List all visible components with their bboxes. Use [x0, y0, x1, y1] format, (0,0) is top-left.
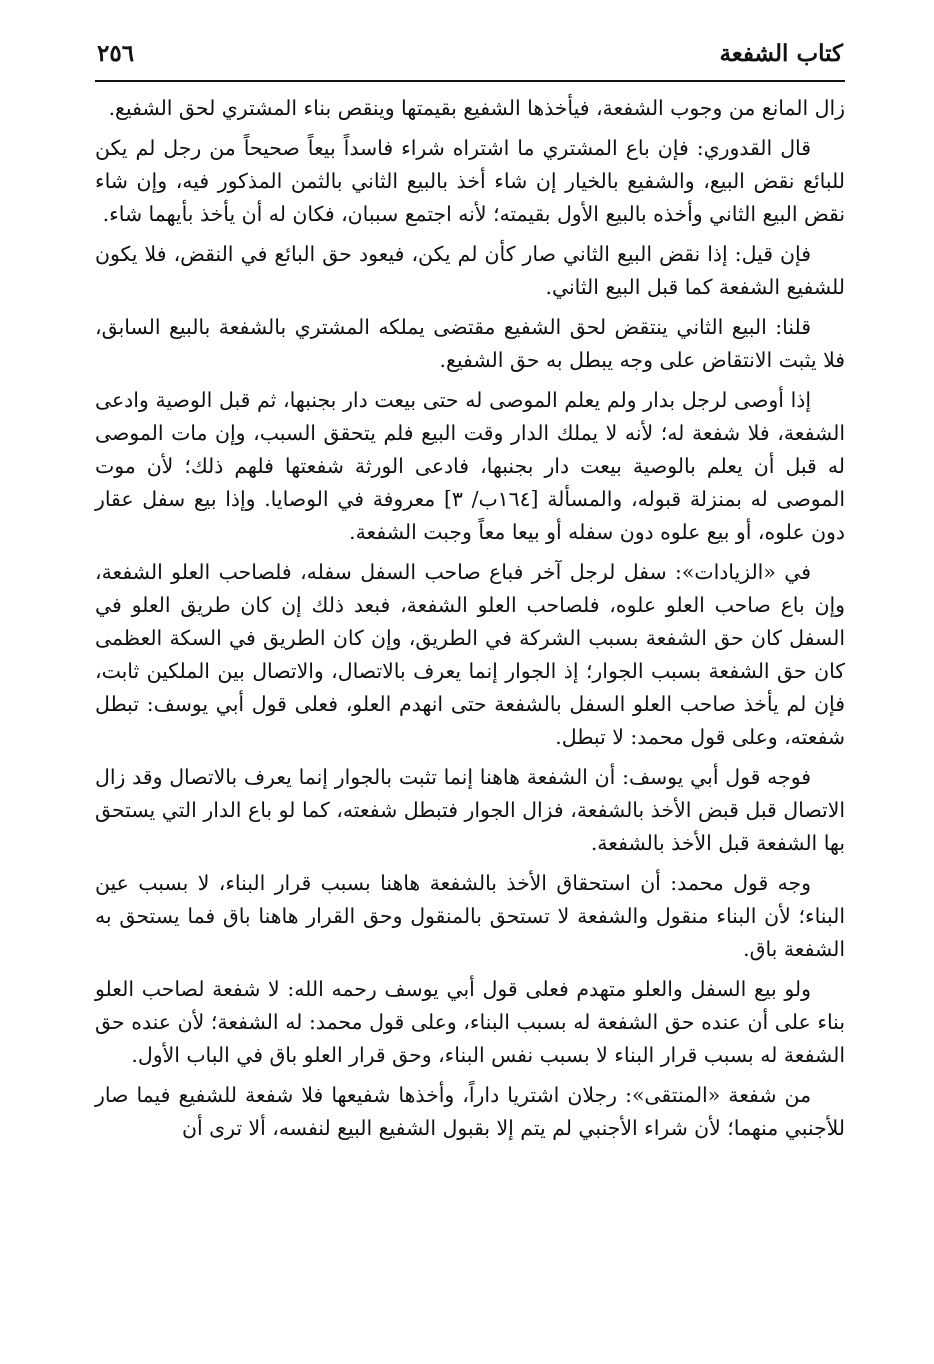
paragraph: فوجه قول أبي يوسف: أن الشفعة هاهنا إنما تثبت بالجوار إنما يعرف بالاتصال وقد زال الاتصال قبل قبض الأخذ بالشفعة، فزال الجوار فتبطل شفعته، كما لو باع الدار التي يستحق بها الشفعة قبل الأخذ بالشفعة. — [95, 765, 845, 855]
page-header — [95, 36, 845, 82]
page-body — [95, 92, 845, 1152]
chapter-title: كتاب الشفعة — [719, 40, 843, 67]
page-number: ٢٥٦ — [97, 40, 135, 67]
paragraph: قال القدوري: فإن باع المشتري ما اشتراه شراء فاسداً بيعاً صحيحاً من رجل لم يكن للبائع نقض البيع، والشفيع بالخيار إن شاء أخذ بالبيع الثاني بالثمن المذكور فيه، وإن شاء نقض البيع الثاني وأخذه بالبيع الأول بقيمته؛ لأنه اجتمع سببان، فكان له أن يأخذ بأيهما شاء. — [95, 136, 845, 226]
paragraph: ولو بيع السفل والعلو متهدم فعلى قول أبي يوسف رحمه الله: لا شفعة لصاحب العلو بناء على أن عنده حق الشفعة له بسبب البناء، وعلى قول محمد: له الشفعة؛ لأن عنده حق الشفعة له بسبب قرار البناء لا بسبب نفس البناء، وحق قرار العلو باق في الباب الأول. — [95, 977, 845, 1067]
paragraph: زال المانع من وجوب الشفعة، فيأخذها الشفيع بقيمتها وينقص بناء المشتري لحق الشفيع. — [108, 96, 845, 120]
paragraph: من شفعة «المنتقى»: رجلان اشتريا داراً، وأخذها شفيعها فلا شفعة للشفيع فيما صار للأجنبي منهما؛ لأن شراء الأجنبي لم يتم إلا بقبول الشفيع البيع لنفسه، ألا ترى أن — [95, 1083, 845, 1140]
paragraph: إذا أوصى لرجل بدار ولم يعلم الموصى له حتى بيعت دار بجنبها، ثم قبل الوصية وادعى الشفعة، فلا شفعة له؛ لأنه لا يملك الدار وقت البيع فلم يتحقق السبب، وإن مات الموصى له قبل أن يعلم بالوصية بيعت دار بجنبها، فادعى الورثة شفعتها فلهم ذلك؛ لأن موت الموصى له بمنزلة قبوله، والمسألة [١٦٤ب/ ٣] معروفة في الوصايا. وإذا بيع سفل عقار دون علوه، أو بيع علوه دون سفله أو بيعا معاً وجبت الشفعة. — [95, 388, 845, 544]
paragraph: قلنا: البيع الثاني ينتقض لحق الشفيع مقتضى يملكه المشتري بالشفعة بالبيع السابق، فلا يثبت الانتقاض على وجه يبطل به حق الشفيع. — [95, 315, 845, 372]
paragraph: في «الزيادات»: سفل لرجل آخر فباع صاحب السفل سفله، فلصاحب العلو الشفعة، وإن باع صاحب العلو علوه، فلصاحب العلو الشفعة، فبعد ذلك إن كان طريق العلو في السفل كان حق الشفعة بسبب الشركة في الطريق، وإن كان الطريق في السكة العظمى كان حق الشفعة بسبب الجوار؛ إذ الجوار إنما يعرف بالاتصال، والاتصال بين الملكين ثابت، فإن لم يأخذ صاحب العلو السفل بالشفعة حتى انهدم العلو، فعلى قول أبي يوسف: تبطل شفعته، وعلى قول محمد: لا تبطل. — [95, 560, 845, 749]
paragraph: وجه قول محمد: أن استحقاق الأخذ بالشفعة هاهنا بسبب قرار البناء، لا بسبب عين البناء؛ لأن البناء منقول والشفعة لا تستحق بالمنقول وحق القرار هاهنا باق فما يستحق به الشفعة باق. — [95, 871, 845, 961]
paragraph: فإن قيل: إذا نقض البيع الثاني صار كأن لم يكن، فيعود حق البائع في النقض، فلا يكون للشفيع الشفعة كما قبل البيع الثاني. — [95, 242, 845, 299]
